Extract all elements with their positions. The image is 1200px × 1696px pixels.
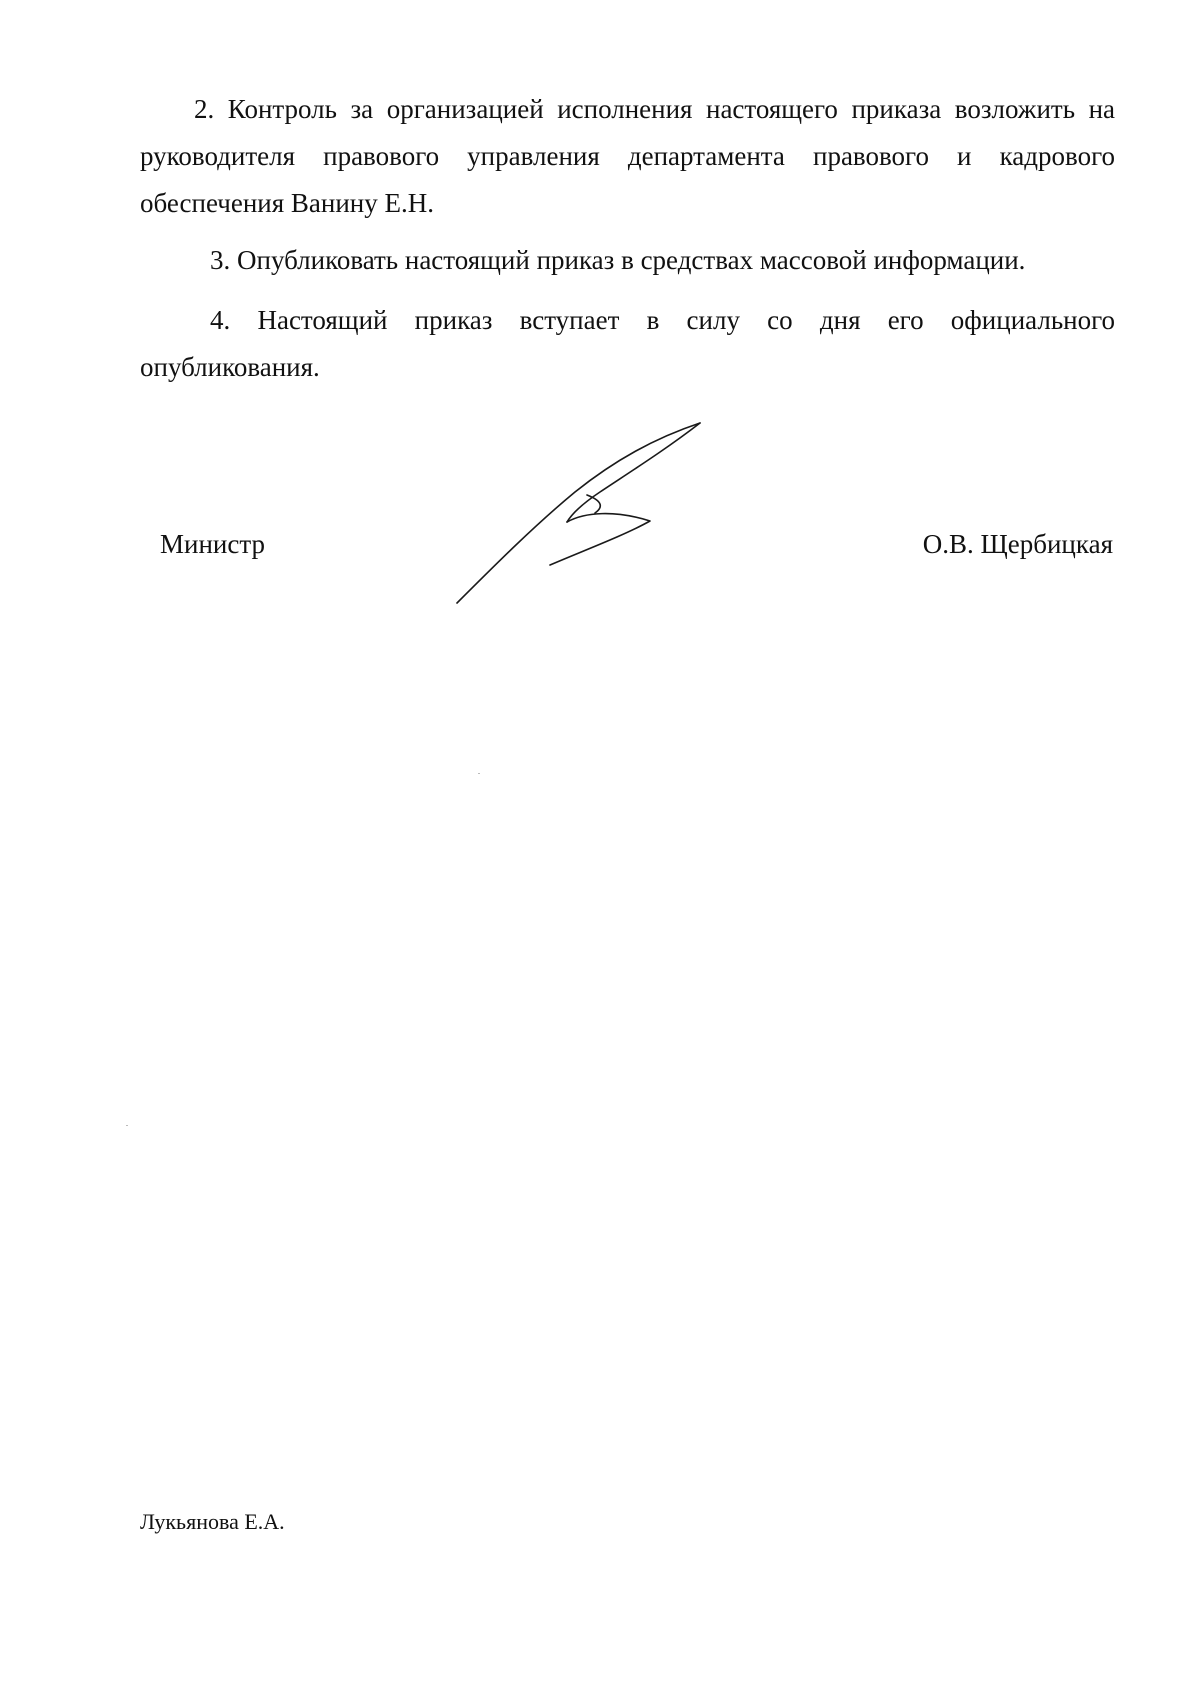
signatory-title: Министр [160,529,265,559]
scan-speck [126,1125,128,1126]
paragraph-4: 4. Настоящий приказ вступает в силу со дня его официального опубликования. [140,305,1115,382]
executor-name: Лукьянова Е.А. [140,1509,285,1534]
paragraph-3: 3. Опубликовать настоящий приказ в средствах массовой информации. [210,245,1026,275]
scan-speck [478,773,480,774]
handwritten-signature [455,420,715,610]
paragraph-2: 2. Контроль за организацией исполнения настоящего приказа возложить на руководителя правового управления департамента правового и кадрового обеспечения Ванину Е.Н. [140,94,1115,218]
signatory-name: О.В. Щербицкая [922,529,1113,559]
